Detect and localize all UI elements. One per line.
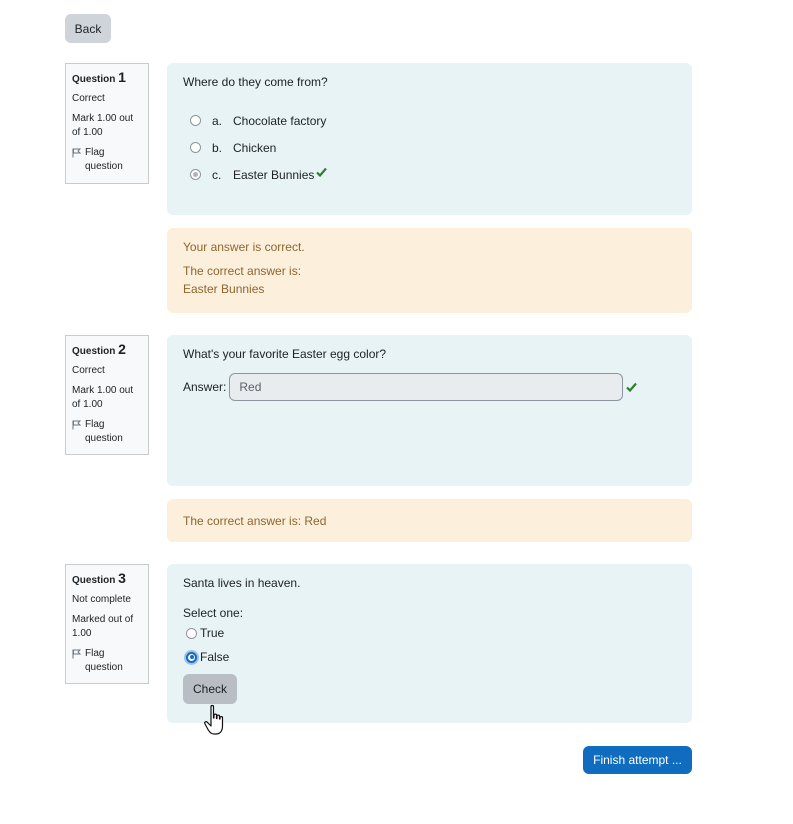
back-button[interactable]: Back bbox=[65, 14, 111, 43]
radio-button[interactable] bbox=[186, 628, 197, 639]
question-2-feedback bbox=[167, 499, 692, 542]
question-1-option-c[interactable]: c. Easter Bunnies bbox=[190, 161, 676, 188]
question-1-flag-link[interactable]: Flag question bbox=[72, 146, 142, 174]
radio-button[interactable] bbox=[190, 115, 201, 126]
question-3-grade: Marked out of 1.00 bbox=[72, 614, 134, 639]
flag-icon bbox=[72, 420, 81, 430]
select-one-prompt: Select one: bbox=[183, 606, 244, 620]
question-2-formulation bbox=[167, 335, 692, 486]
check-icon bbox=[626, 382, 637, 392]
radio-button-selected[interactable] bbox=[186, 652, 197, 663]
right-answer-label: The correct answer is: bbox=[183, 264, 302, 278]
question-2-state: Correct bbox=[72, 365, 105, 376]
question-1-formulation bbox=[167, 63, 692, 215]
question-3-flag-link[interactable]: Flag question bbox=[72, 647, 142, 675]
question-2-info bbox=[65, 335, 149, 455]
radio-button[interactable] bbox=[190, 142, 201, 153]
flag-icon bbox=[72, 649, 81, 659]
question-1-text: Where do they come from? bbox=[183, 75, 328, 89]
finish-attempt-button[interactable]: Finish attempt ... bbox=[583, 746, 692, 774]
radio-button-selected[interactable] bbox=[190, 169, 201, 180]
check-icon bbox=[316, 167, 327, 177]
question-3-number: Question 3 bbox=[72, 570, 126, 586]
question-1-grade: Mark 1.00 out of 1.00 bbox=[72, 113, 134, 138]
check-button[interactable]: Check bbox=[183, 674, 237, 704]
feedback-message: Your answer is correct. bbox=[183, 240, 305, 254]
flag-icon bbox=[72, 148, 81, 158]
question-1-feedback bbox=[167, 228, 692, 313]
question-2-number: Question 2 bbox=[72, 341, 126, 357]
question-3-formulation bbox=[167, 564, 692, 723]
question-1-option-a[interactable]: a. Chocolate factory bbox=[190, 107, 676, 134]
question-2-text: What's your favorite Easter egg color? bbox=[183, 347, 387, 361]
question-2-flag-link[interactable]: Flag question bbox=[72, 418, 142, 446]
right-answer-value: Easter Bunnies bbox=[183, 282, 265, 296]
question-1-state: Correct bbox=[72, 93, 105, 104]
question-3-option-true[interactable]: True bbox=[186, 621, 676, 645]
question-3-state: Not complete bbox=[72, 594, 131, 605]
question-3-info bbox=[65, 564, 149, 684]
question-2-answer-row bbox=[183, 373, 676, 401]
question-1-info bbox=[65, 63, 149, 184]
question-2-grade: Mark 1.00 out of 1.00 bbox=[72, 385, 134, 410]
hand-pointer-cursor bbox=[203, 704, 231, 740]
answer-label: Answer: bbox=[183, 380, 227, 394]
right-answer: The correct answer is: Red bbox=[183, 513, 327, 528]
answer-input[interactable]: Red bbox=[229, 373, 623, 401]
question-1-number: Question 1 bbox=[72, 69, 126, 85]
question-1-option-b[interactable]: b. Chicken bbox=[190, 134, 676, 161]
question-3-text: Santa lives in heaven. bbox=[183, 576, 301, 590]
question-3-option-false[interactable]: False bbox=[186, 645, 676, 669]
